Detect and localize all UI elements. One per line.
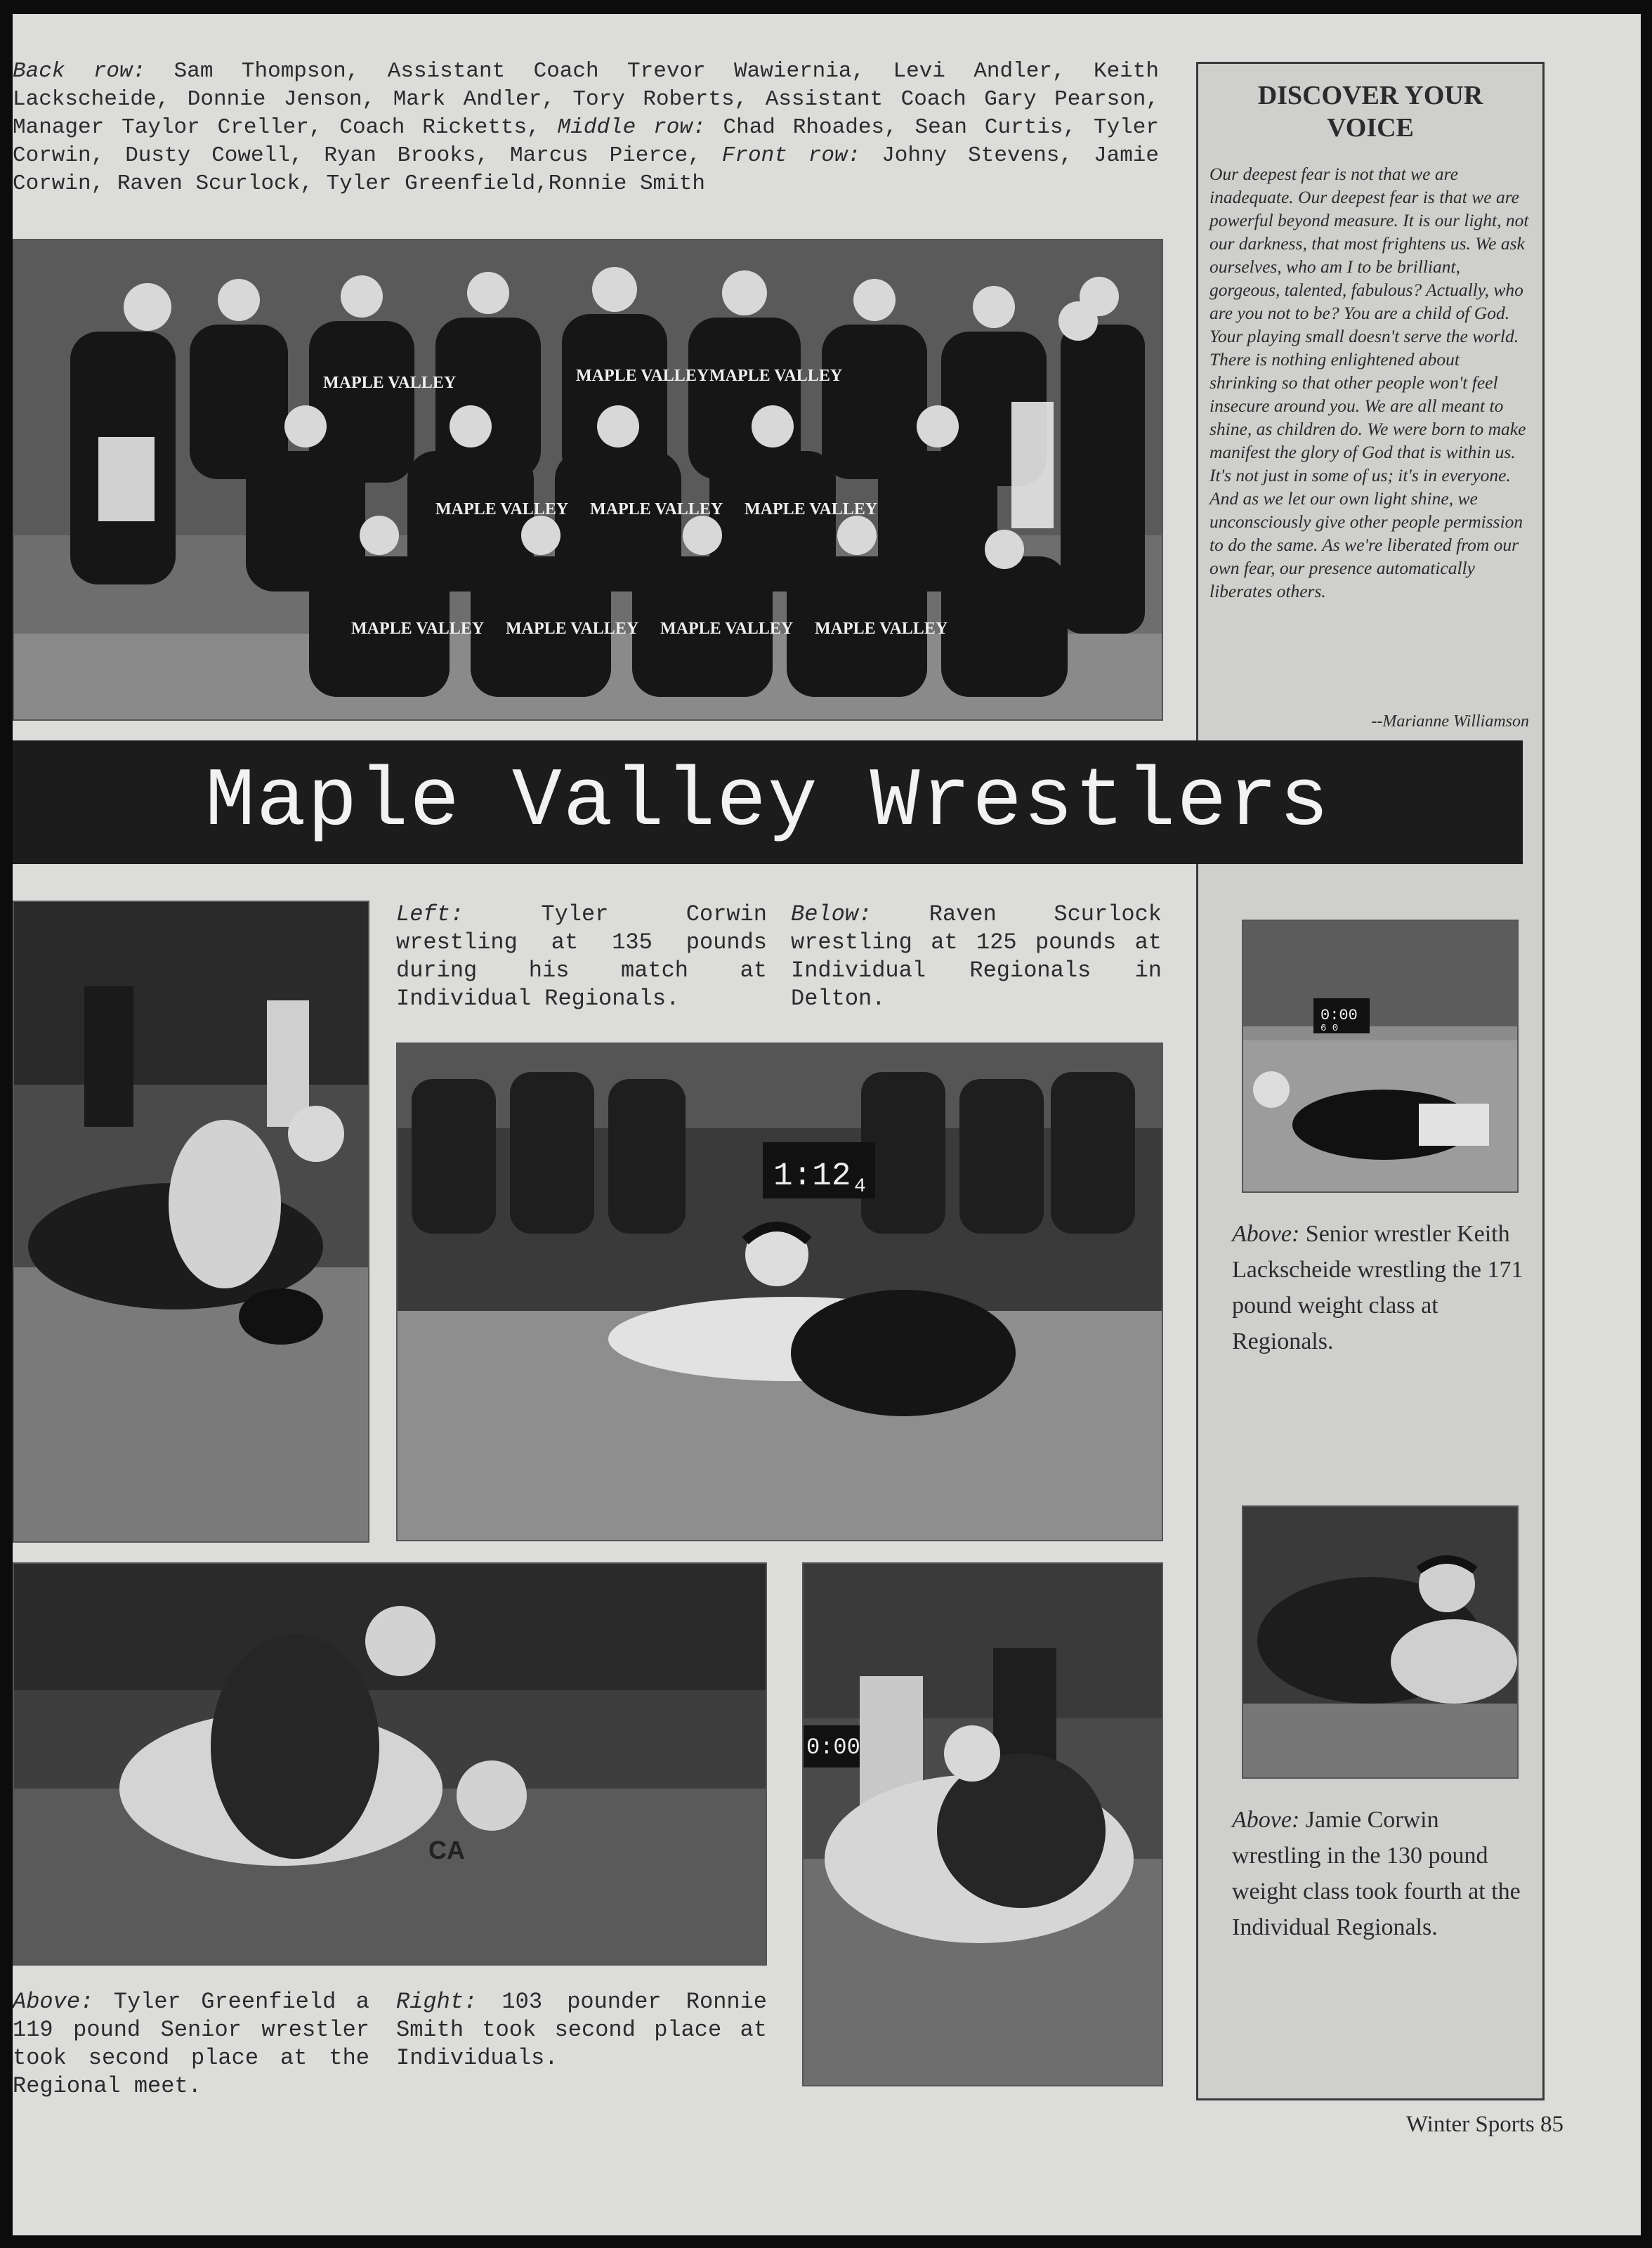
caption-label: Right: [396,1989,478,2015]
jacket-text: MAPLE VALLEY [576,367,709,385]
sidebar-caption-2 [1232,1802,1527,1945]
caption-label: Above: [1232,1221,1300,1247]
page-number: 85 [1540,2112,1563,2137]
caption-left [396,901,767,1013]
sidebar-quote: Our deepest fear is not that we are inadequate. Our deepest fear is that we are powerful beyond measure. It is our light, not our darkness, that most frightens us. We ask ourselves, who am I to be brilliant, gorgeous, talented, fabulous? Actually, who are you not to be? You are a child of God. Your playing small doesn't serve the world. There is nothing enlightened about shrinking so that other people won't feel insecure around you. We are all meant to shine, as children do. We were born to make manifest the glory of God that is within us. It's not just in some of us; it's in everyone. And as we let our own light shine, we unconsciously give other people permission to do the same. As we're liberated from our own fear, our presence automatically liberates others. [1210,164,1529,601]
middle-row-names: Chad Rhoades, Sean Curtis, Tyler Corwin, Dusty Cowell, Ryan Brooks, Marcus Pierce, [13,115,1159,168]
scoreboard-text: 0:00 [806,1734,860,1760]
sidebar-photo-top [1242,920,1519,1193]
scoreboard-subtext: 4 [854,1176,866,1198]
sidebar-box [1196,62,1545,2100]
front-row-label: Front row: [721,143,861,168]
middle-row-label: Middle row: [557,115,706,140]
jacket-text: MAPLE VALLEY [709,367,843,385]
sidebar-photo-bottom [1242,1505,1519,1779]
caption-text: Senior wrestler Keith Lackscheide wrestling the 171 pound weight class at Regionals. [1232,1221,1523,1354]
scoreboard-text: 1:12 [773,1158,851,1194]
scoreboard-subtext: 6 0 [1320,1023,1339,1034]
photo-tyler-corwin [13,901,369,1543]
team-photo [13,239,1163,721]
back-row-names: Sam Thompson, Assistant Coach Trevor Wawiernia, Levi Andler, Keith Lackscheide, Donnie Jenson, Mark Andler, Tory Roberts, Assistant Coach Gary Pearson, Manager Taylor Creller, Coach Ricketts, [13,59,1159,140]
back-row-label: Back row: [13,59,146,84]
footer-section: Winter Sports [1405,2112,1535,2137]
caption-text: Jamie Corwin wrestling in the 130 pound weight class took fourth at the Individual Regionals. [1232,1807,1521,1940]
sidebar-title: DISCOVER YOUR VOICE [1257,81,1483,143]
singlet-text: CA [428,1836,465,1864]
scoreboard-text: 0:00 [1320,1007,1358,1024]
caption-label: Below: [791,901,872,927]
jacket-text: MAPLE VALLEY [351,620,485,638]
team-photo-caption [13,58,1159,198]
caption-label: Above: [1232,1807,1300,1833]
jacket-text: MAPLE VALLEY [506,620,639,638]
photo-ronnie-smith [802,1562,1163,2086]
caption-right [396,1988,767,2072]
caption-text: Raven Scurlock wrestling at 125 pounds at Individual Regionals in Delton. [791,901,1162,1012]
headline-banner [13,740,1523,864]
jacket-text: MAPLE VALLEY [590,500,723,518]
caption-text: 103 pounder Ronnie Smith took second place at Individuals. [396,1989,768,2071]
photo-tyler-greenfield [13,1562,767,1966]
team-photo-image [14,240,1162,719]
caption-text: Tyler Greenfield a 119 pound Senior wrestler took second place at the Regional meet. [13,1989,370,2099]
jacket-text: MAPLE VALLEY [323,374,457,392]
yearbook-page [13,14,1641,2235]
sidebar-caption-1 [1232,1216,1527,1359]
front-row-names: Johny Stevens, Jamie Corwin, Raven Scurlock, Tyler Greenfield,Ronnie Smith [13,143,1159,196]
caption-above [13,1988,369,2100]
jacket-text: MAPLE VALLEY [815,620,948,638]
caption-text: Tyler Corwin wrestling at 135 pounds during his match at Individual Regionals. [396,901,767,1012]
jacket-text: MAPLE VALLEY [435,500,569,518]
caption-below [791,901,1162,1013]
page-footer [1406,2112,1563,2138]
sidebar-attribution: --Marianne Williamson [1371,712,1529,731]
caption-label: Above: [13,1989,94,2015]
jacket-text: MAPLE VALLEY [660,620,794,638]
caption-label: Left: [396,901,464,927]
photo-raven-scurlock [396,1043,1163,1541]
jacket-text: MAPLE VALLEY [745,500,878,518]
page-headline: Maple Valley Wrestlers [205,755,1330,849]
